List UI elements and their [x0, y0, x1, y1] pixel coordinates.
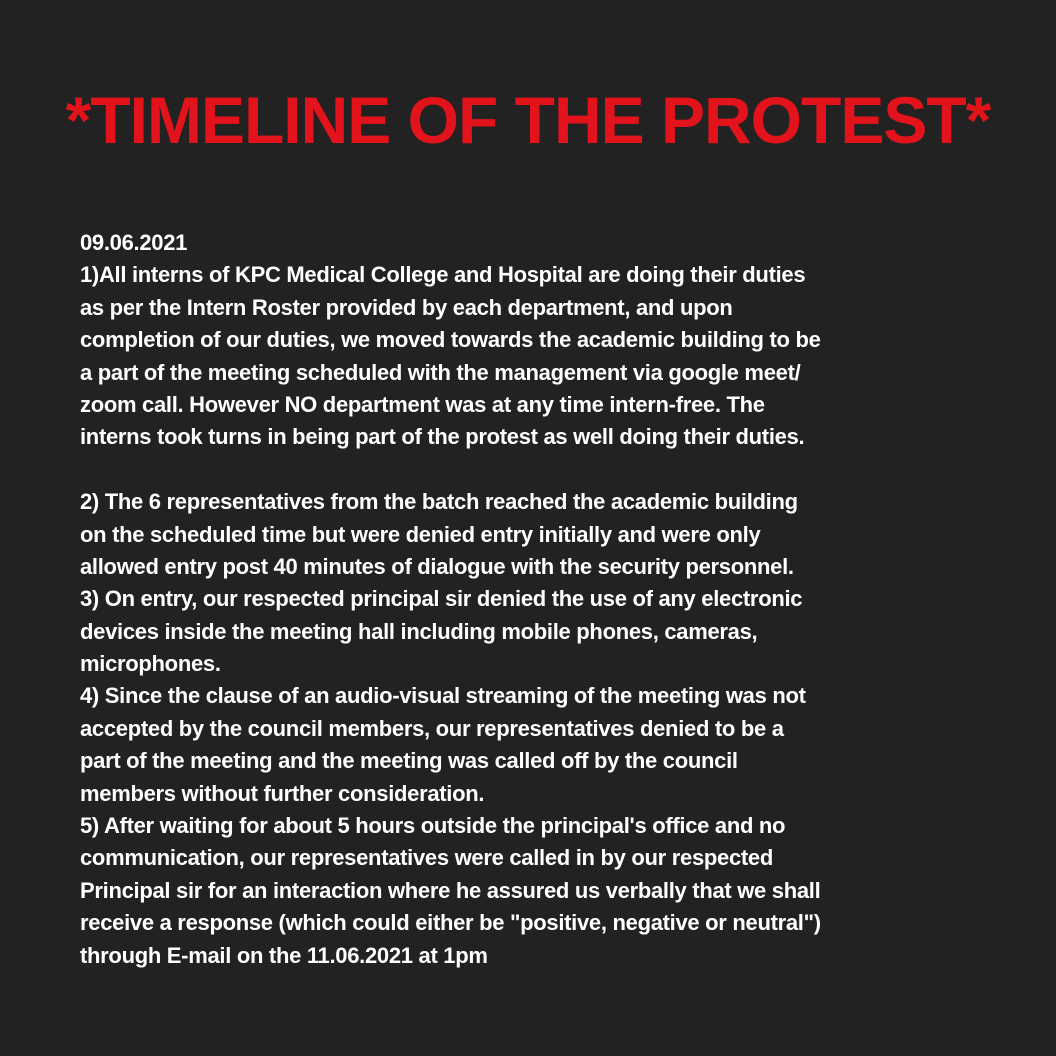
text-line: a part of the meeting scheduled with the management via google meet/	[80, 359, 801, 385]
text-line: through E-mail on the 11.06.2021 at 1pm	[80, 942, 488, 968]
paragraph-5	[80, 810, 1020, 972]
text-line: completion of our duties, we moved towards the academic building to be	[80, 327, 821, 353]
date-heading: 09.06.2021	[80, 230, 188, 255]
paragraph-3	[80, 583, 1020, 680]
page-title: *TIMELINE OF THE PROTEST*	[65, 83, 991, 157]
text-line: devices inside the meeting hall including mobile phones, cameras,	[80, 618, 758, 644]
text-line: as per the Intern Roster provided by each department, and upon	[80, 294, 733, 320]
text-line: 5) After waiting for about 5 hours outside the principal's office and no	[80, 813, 786, 839]
text-line: members without further consideration.	[80, 780, 485, 806]
text-line: allowed entry post 40 minutes of dialogue with the security personnel.	[80, 553, 794, 579]
text-line: accepted by the council members, our representatives denied to be a	[80, 715, 784, 741]
text-line: microphones.	[80, 651, 221, 677]
text-line: 1)All interns of KPC Medical College and Hospital are doing their duties	[80, 262, 806, 288]
paragraph-1	[80, 259, 1020, 453]
timeline-text	[80, 227, 1020, 972]
paragraph-gap	[80, 454, 1020, 486]
text-line: 2) The 6 representatives from the batch reached the academic building	[80, 489, 798, 515]
text-line: 3) On entry, our respected principal sir denied the use of any electronic	[80, 586, 803, 612]
text-line: interns took turns in being part of the protest as well doing their duties.	[80, 424, 805, 450]
text-line: communication, our representatives were called in by our respected	[80, 845, 773, 871]
paragraph-4	[80, 680, 1020, 810]
text-line: zoom call. However NO department was at any time intern-free. The	[80, 391, 765, 417]
text-line: 4) Since the clause of an audio-visual streaming of the meeting was not	[80, 683, 806, 709]
text-line: on the scheduled time but were denied entry initially and were only	[80, 521, 761, 547]
text-line: Principal sir for an interaction where he assured us verbally that we shall	[80, 877, 821, 903]
text-line: part of the meeting and the meeting was called off by the council	[80, 748, 738, 774]
paragraph-2	[80, 486, 1020, 583]
text-line: receive a response (which could either be "positive, negative or neutral")	[80, 910, 821, 936]
